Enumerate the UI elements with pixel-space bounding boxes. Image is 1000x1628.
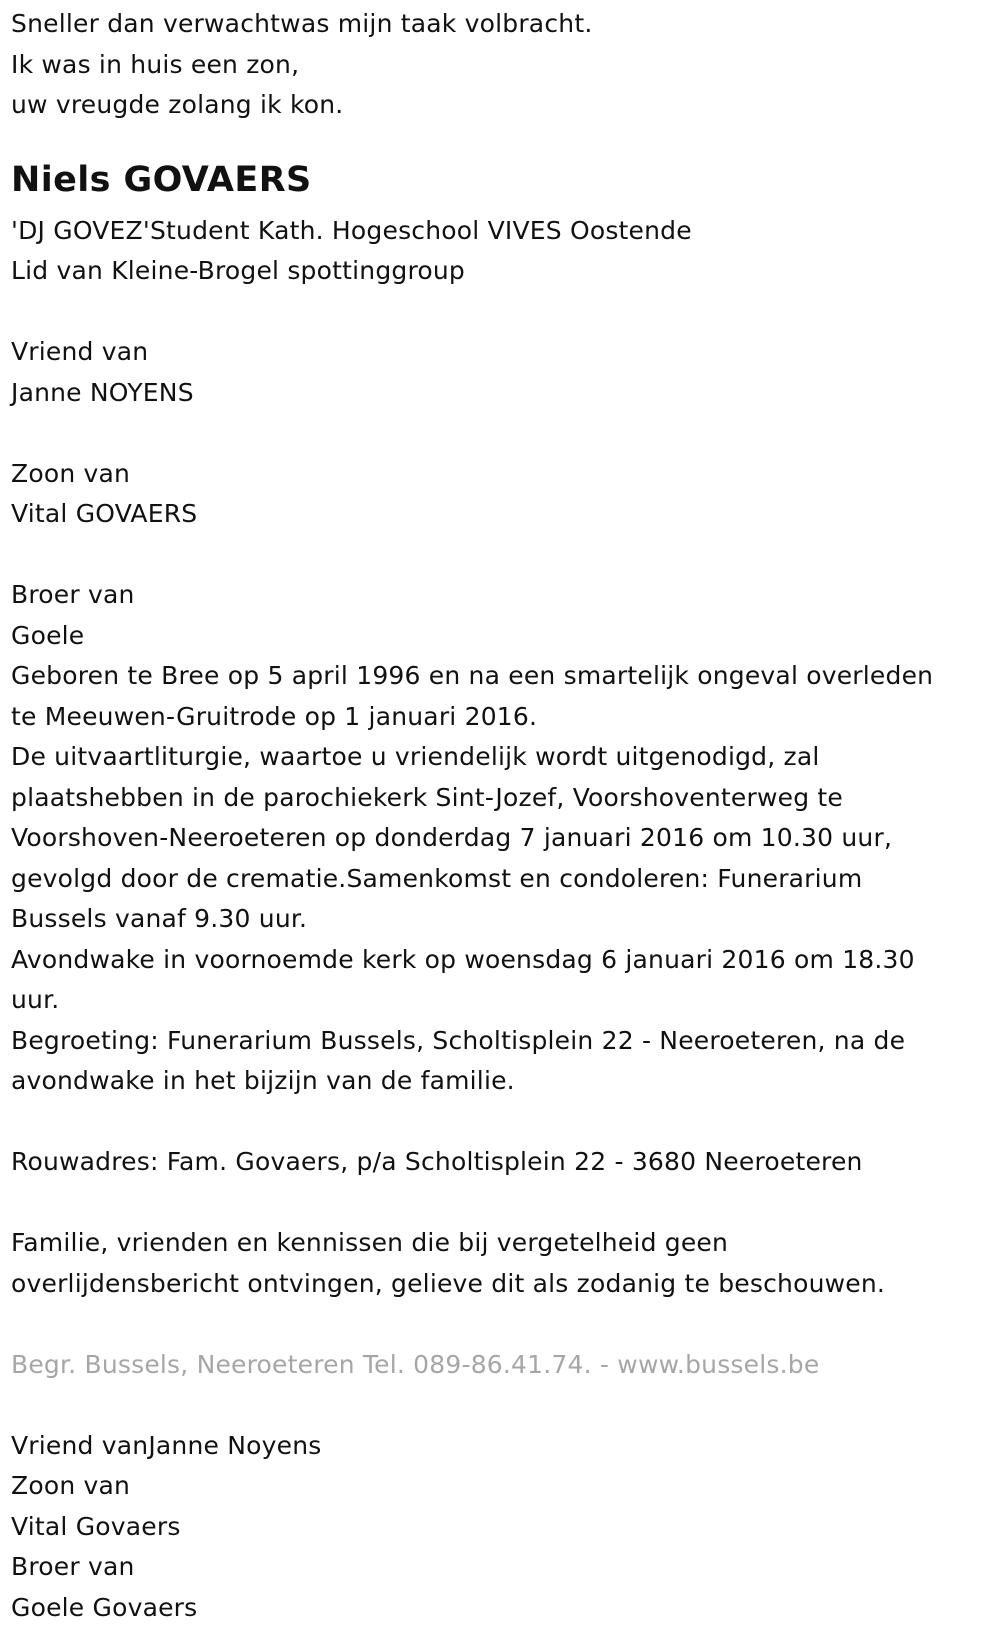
deceased-details xyxy=(11,211,986,292)
announcement-line: Voorshoven-Neeroeteren op donderdag 7 januari 2016 om 10.30 uur, xyxy=(11,818,986,859)
poem-line: uw vreugde zolang ik kon. xyxy=(11,85,986,126)
son-label: Zoon van xyxy=(11,454,986,495)
friend-relation xyxy=(11,332,986,413)
summary-line: Vital Govaers xyxy=(11,1507,986,1548)
relations-summary xyxy=(11,1426,986,1628)
announcement xyxy=(11,656,986,1102)
notice-line: overlijdensbericht ontvingen, gelieve dit als zodanig te beschouwen. xyxy=(11,1264,986,1305)
announcement-line: De uitvaartliturgie, waartoe u vriendelijk wordt uitgenodigd, zal xyxy=(11,737,986,778)
announcement-line: Begroeting: Funerarium Bussels, Scholtisplein 22 - Neeroeteren, na de xyxy=(11,1021,986,1062)
friend-label: Vriend van xyxy=(11,332,986,373)
announcement-line: Avondwake in voornoemde kerk op woensdag 6 januari 2016 om 18.30 xyxy=(11,940,986,981)
friend-name: Janne NOYENS xyxy=(11,373,986,414)
summary-line: Vriend vanJanne Noyens xyxy=(11,1426,986,1467)
summary-line: Goele Govaers xyxy=(11,1588,986,1628)
announcement-line: gevolgd door de crematie.Samenkomst en condoleren: Funerarium xyxy=(11,859,986,900)
father-name: Vital GOVAERS xyxy=(11,494,986,535)
announcement-line: uur. xyxy=(11,980,986,1021)
notice xyxy=(11,1223,986,1304)
summary-line: Zoon van xyxy=(11,1466,986,1507)
brother-label: Broer van xyxy=(11,575,986,616)
announcement-line: te Meeuwen-Gruitrode op 1 januari 2016. xyxy=(11,697,986,738)
detail-line: Lid van Kleine-Brogel spottinggroup xyxy=(11,251,986,292)
poem xyxy=(11,4,986,126)
mourning-address: Rouwadres: Fam. Govaers, p/a Scholtisplein 22 - 3680 Neeroeteren xyxy=(11,1142,986,1183)
brother-relation xyxy=(11,575,986,656)
announcement-line: Geboren te Bree op 5 april 1996 en na een smartelijk ongeval overleden xyxy=(11,656,986,697)
announcement-line: avondwake in het bijzijn van de familie. xyxy=(11,1061,986,1102)
announcement-line: Bussels vanaf 9.30 uur. xyxy=(11,899,986,940)
poem-line: Ik was in huis een zon, xyxy=(11,45,986,86)
deceased-name: Niels GOVAERS xyxy=(11,154,986,206)
detail-line: 'DJ GOVEZ'Student Kath. Hogeschool VIVES Oostende xyxy=(11,211,986,252)
funeral-home-contact: Begr. Bussels, Neeroeteren Tel. 089-86.41.74. - www.bussels.be xyxy=(11,1345,986,1386)
poem-line: Sneller dan verwachtwas mijn taak volbracht. xyxy=(11,4,986,45)
summary-line: Broer van xyxy=(11,1547,986,1588)
sibling-name: Goele xyxy=(11,616,986,657)
son-relation xyxy=(11,454,986,535)
announcement-line: plaatshebben in de parochiekerk Sint-Jozef, Voorshoventerweg te xyxy=(11,778,986,819)
obituary-document xyxy=(11,4,986,1628)
notice-line: Familie, vrienden en kennissen die bij vergetelheid geen xyxy=(11,1223,986,1264)
